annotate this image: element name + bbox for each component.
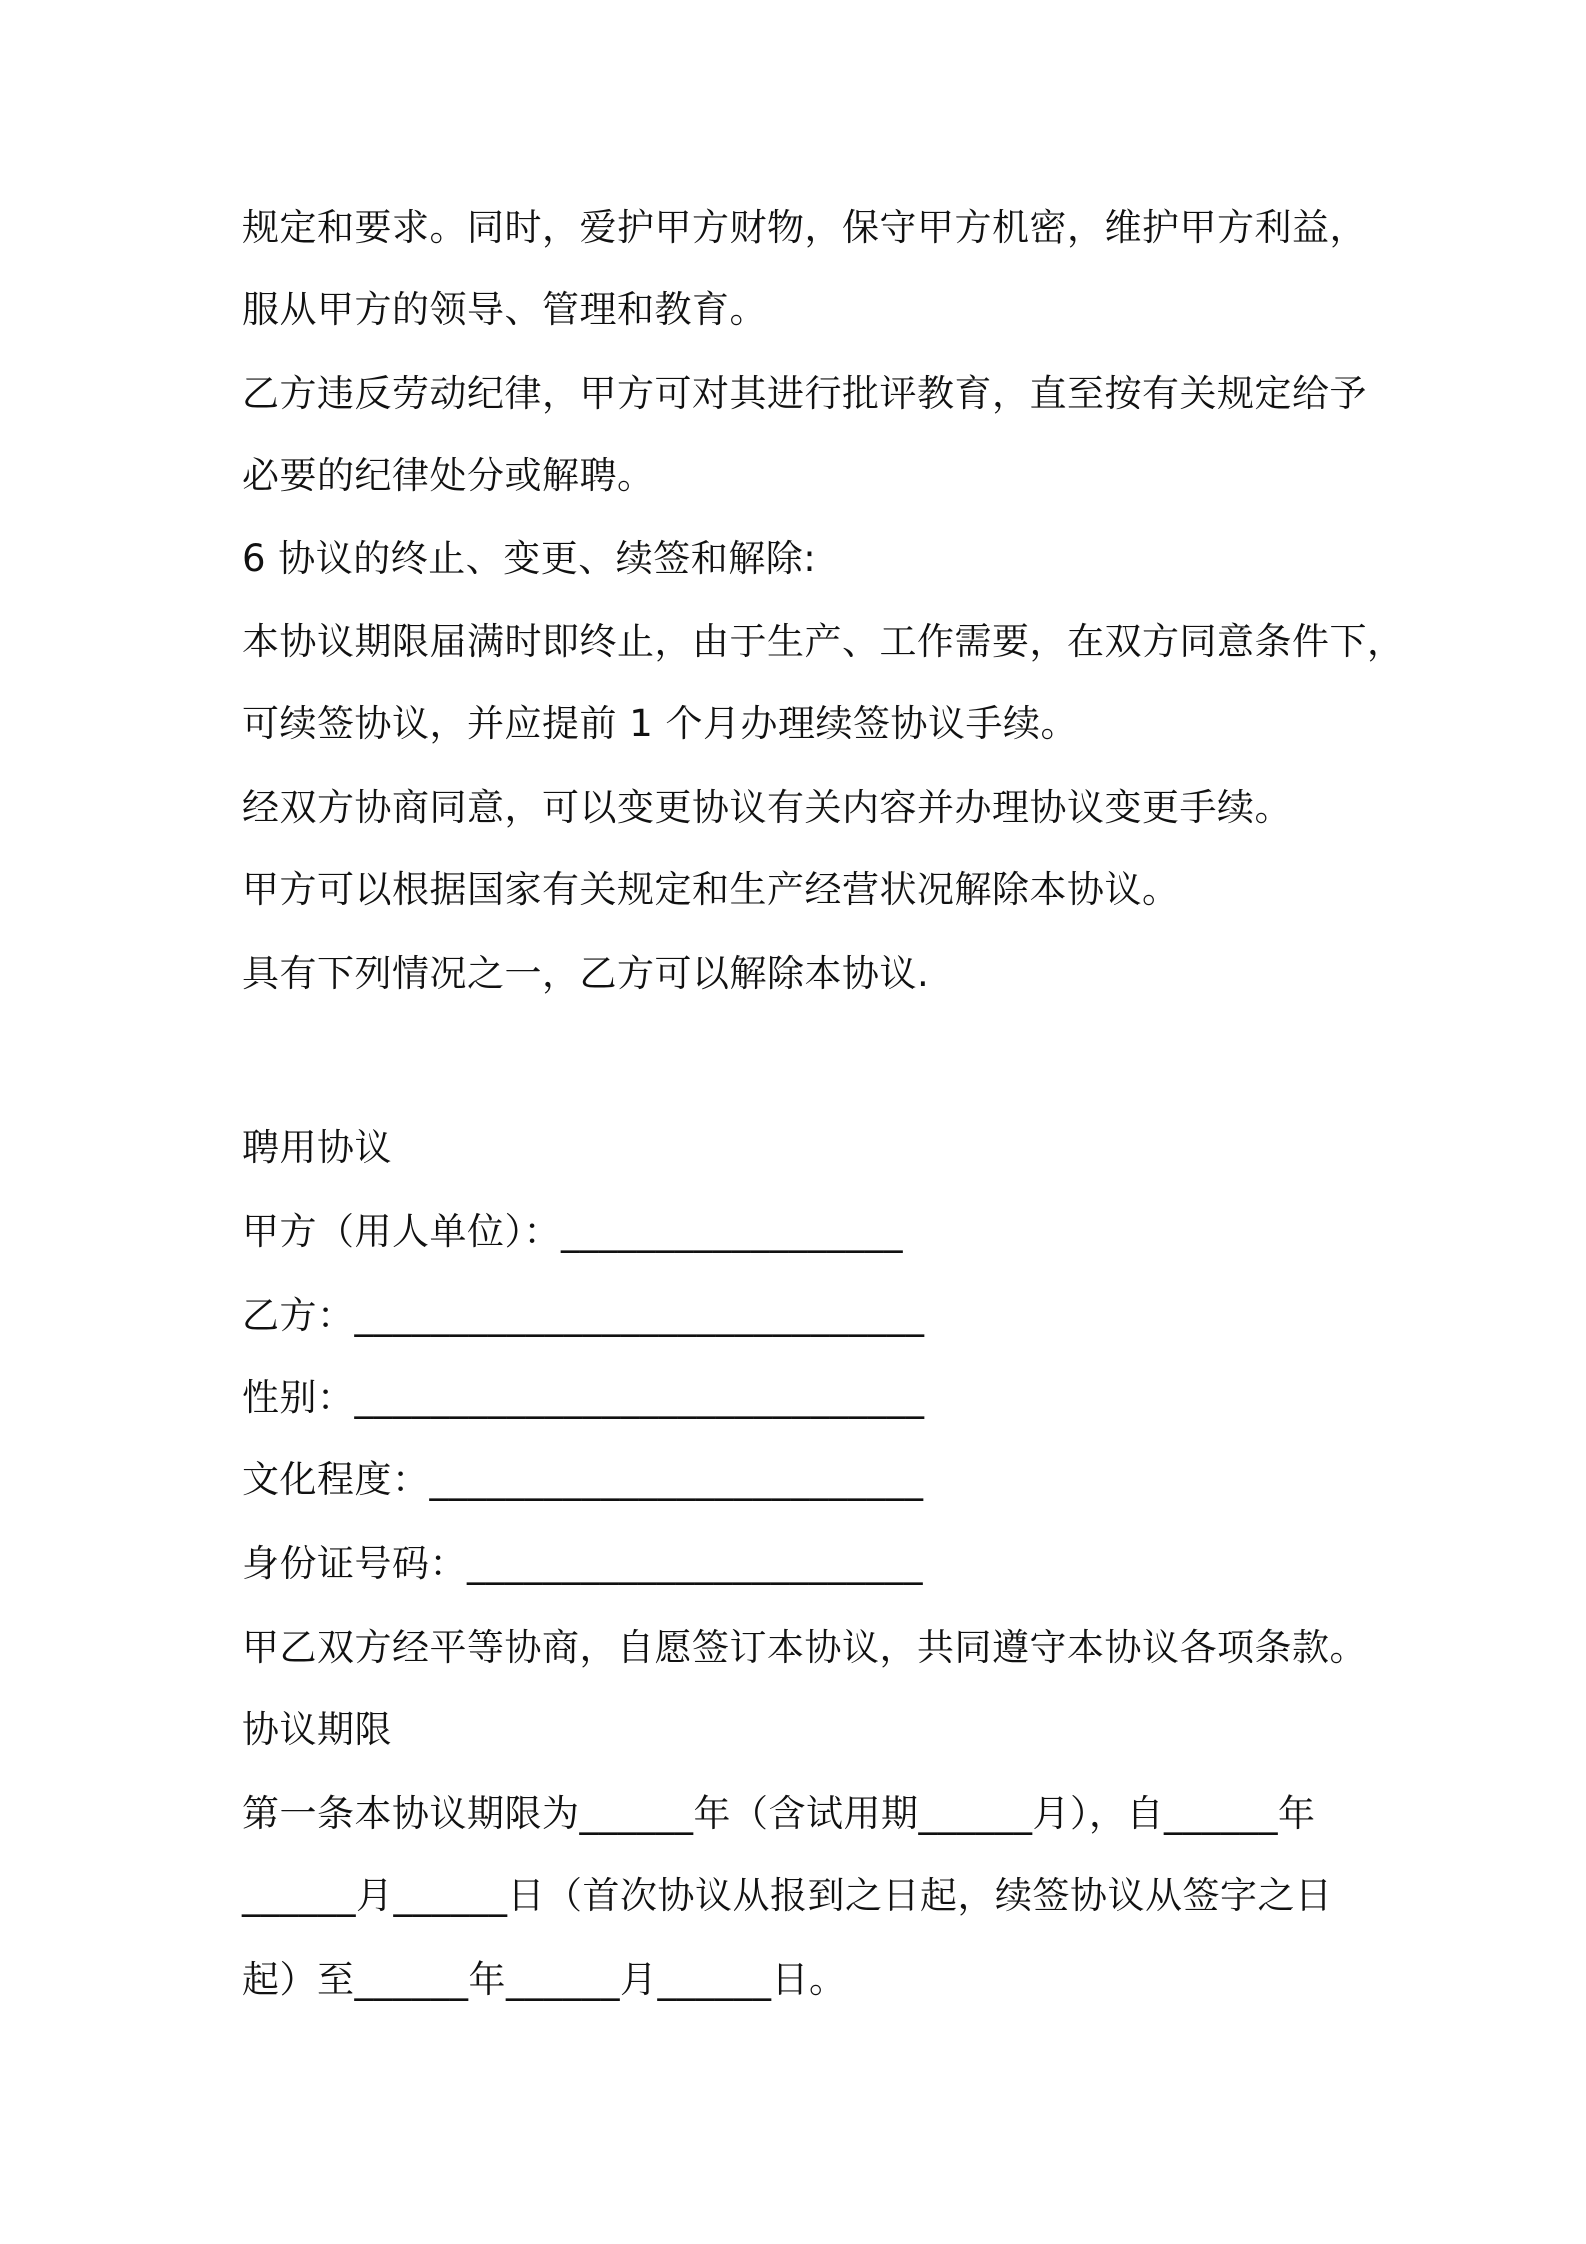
section-heading-6: 6 协议的终止、变更、续签和解除: (242, 537, 817, 580)
field-party-a: 甲方（用人单位）：__________________ (242, 1210, 903, 1253)
paragraph-line: 甲方可以根据国家有关规定和生产经营状况解除本协议。 (242, 868, 1180, 911)
paragraph-line: 经双方协商同意，可以变更协议有关内容并办理协议变更手续。 (242, 786, 1292, 829)
paragraph-line: 可续签协议，并应提前 1 个月办理续签协议手续。 (242, 702, 1079, 745)
paragraph-line: 乙方违反劳动纪律，甲方可对其进行批评教育，直至按有关规定给予 (242, 372, 1367, 415)
paragraph-line: 本协议期限届满时即终止，由于生产、工作需要，在双方同意条件下， (242, 620, 1405, 663)
paragraph-line: 具有下列情况之一，乙方可以解除本协议. (242, 952, 930, 995)
intro-paragraph: 甲乙双方经平等协商，自愿签订本协议，共同遵守本协议各项条款。 (242, 1626, 1367, 1669)
paragraph-line: 服从甲方的领导、管理和教育。 (242, 288, 767, 331)
section-heading: 协议期限 (242, 1708, 392, 1751)
article-line: 第一条本协议期限为______年（含试用期______月），自______年 (242, 1792, 1316, 1835)
paragraph-line: 必要的纪律处分或解聘。 (242, 454, 655, 497)
document-title: 聘用协议 (242, 1126, 392, 1169)
field-gender: 性别：______________________________ (242, 1376, 925, 1419)
field-party-b: 乙方：______________________________ (242, 1294, 925, 1337)
field-education: 文化程度：__________________________ (242, 1458, 924, 1501)
article-line: 起）至______年______月______日。 (242, 1958, 847, 2001)
article-line: ______月______日（首次协议从报到之日起，续签协议从签字之日 (242, 1874, 1333, 1917)
paragraph-line: 规定和要求。同时，爱护甲方财物，保守甲方机密，维护甲方利益， (242, 206, 1367, 249)
field-id-number: 身份证号码：________________________ (242, 1542, 923, 1585)
